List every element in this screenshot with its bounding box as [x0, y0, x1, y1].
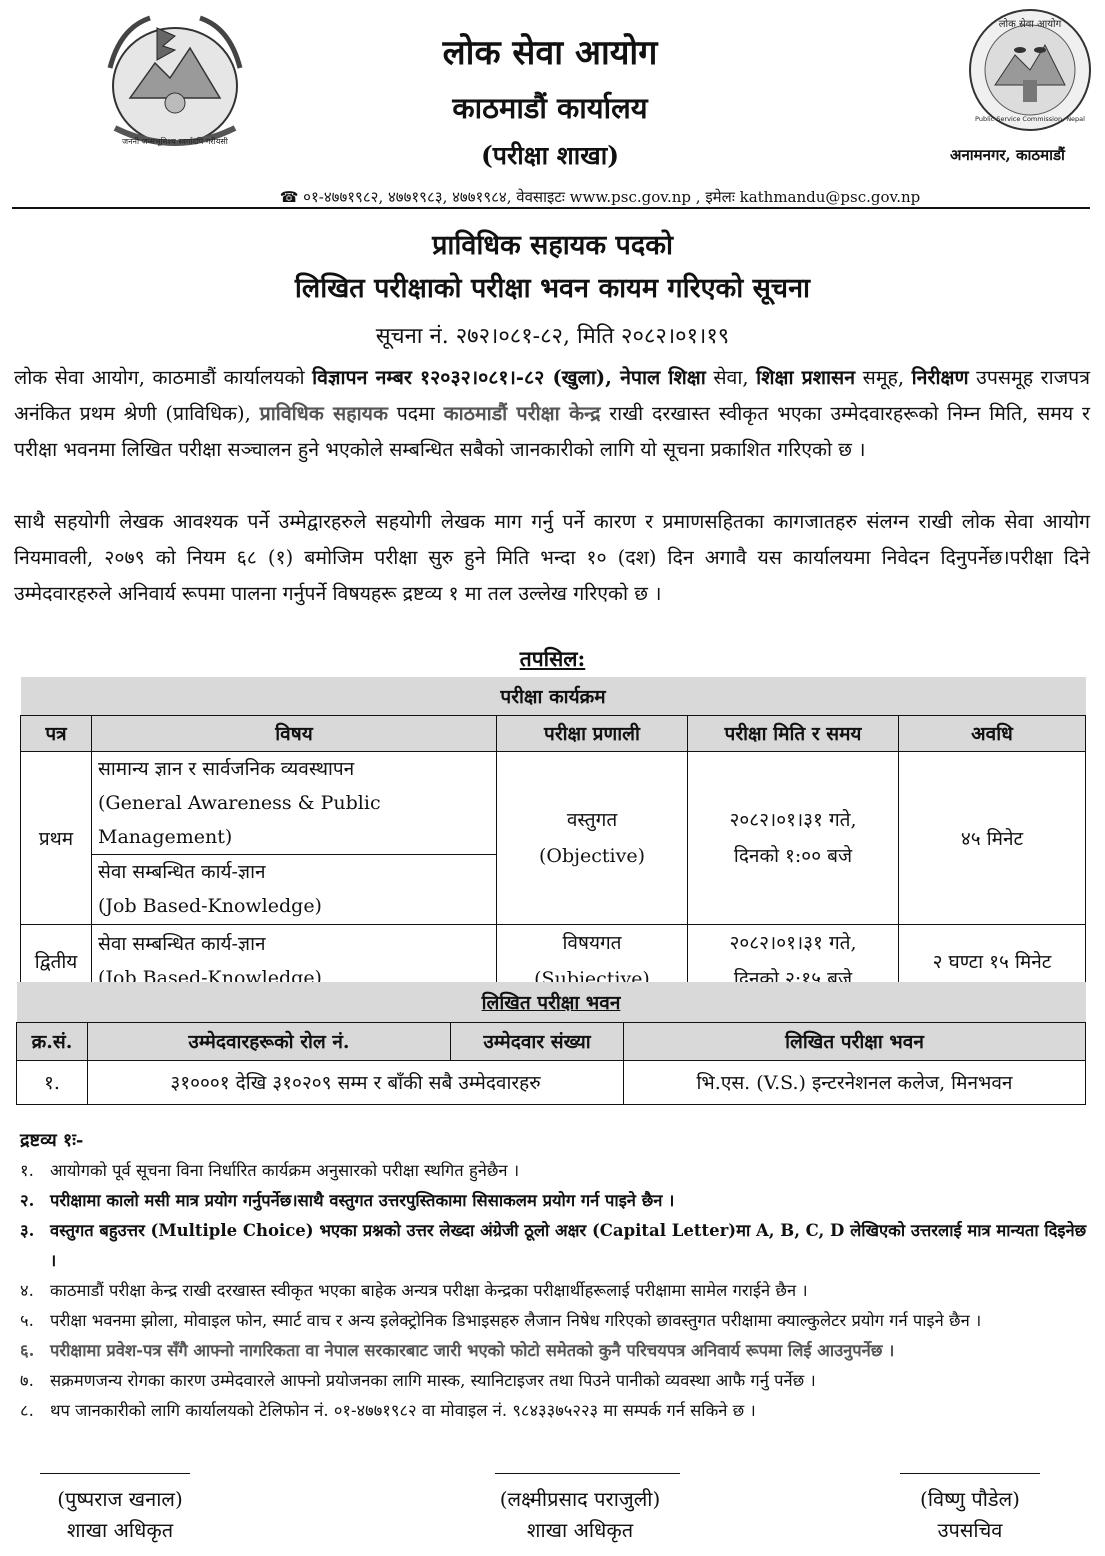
- note-item: ६. परीक्षामा प्रवेश-पत्र सँगै आफ्नो नागरिकता वा नेपाल सरकारबाट जारी भएको फोटो समेतको कुनै परिचयपत्र अनिवार्य रूपमा लिई आउनुपर्नेछ ।: [20, 1341, 895, 1360]
- venue-band: लिखित परीक्षा भवन: [481, 991, 621, 1014]
- notes-heading: द्रष्टव्य १ः-: [20, 1130, 84, 1151]
- notice-ref: सूचना नं. २७२।०८१-८२, मिति २०८२।०१।१९: [375, 324, 730, 349]
- contact-line: ☎ ०१-४७७१९८२, ४७७१९८३, ४७७१९८४, वेवसाइटः www.psc.gov.np , इमेलः kathmandu@psc.gov.np: [279, 188, 921, 206]
- office-title: काठमाडौं कार्यालय: [452, 91, 648, 125]
- signature-line: [40, 1473, 190, 1474]
- table-row: [17, 1060, 1086, 1104]
- col-paper: पत्र: [21, 715, 92, 751]
- notes-section: [20, 1126, 1092, 1426]
- subject-cell: सेवा सम्बन्धित कार्य-ज्ञान (Job Based-Knowledge): [92, 854, 497, 924]
- hall-cell: भि.एस. (V.S.) इन्टरनेशनल कलेज, मिनभवन: [624, 1060, 1086, 1104]
- sn-cell: १.: [17, 1060, 88, 1104]
- note-item: २. परीक्षामा कालो मसी मात्र प्रयोग गर्नुपर्नेछ।साथै वस्तुगत उत्तरपुस्तिकामा सिसाकलम प्रयोग गर्न पाइने छैन ।: [20, 1191, 675, 1210]
- datetime-cell: २०८२।०१।३१ गते, दिनको २:१५ बजे: [688, 924, 899, 997]
- notice-title-line2: लिखित परीक्षाको परीक्षा भवन कायम गरिएको सूचना: [294, 273, 811, 304]
- seal-english: Public Service Commission, Nepal: [975, 115, 1085, 123]
- col-roll: उम्मेदवारहरूको रोल नं.: [88, 1022, 451, 1060]
- office-location: अनामनगर, काठमाडौं: [950, 146, 1065, 164]
- signature-line: [900, 1473, 1040, 1474]
- signatory-2: (लक्ष्मीप्रसाद पराजुली) शाखा अधिकृत: [499, 1487, 661, 1542]
- duration-cell: ४५ मिनेट: [899, 751, 1086, 924]
- system-cell: विषयगत (Subjective): [497, 924, 688, 997]
- schedule-heading: तपसिल:: [519, 646, 586, 671]
- org-title: लोक सेवा आयोग: [442, 33, 658, 73]
- note-item: ७. सक्रमणजन्य रोगका कारण उम्मेदवारले आफ्नो प्रयोजनका लागि मास्क, स्यानिटाइजर तथा पिउने पानीको व्यवस्था आफै गर्नु पर्नेछ ।: [20, 1371, 816, 1390]
- col-sn: क्र.सं.: [17, 1022, 88, 1060]
- note-item: ४. काठमाडौं परीक्षा केन्द्र राखी दरखास्त स्वीकृत भएका बाहेक अन्यत्र परीक्षा केन्द्रका परीक्षार्थीहरूलाई परीक्षामा सामेल गराईने छैन ।: [20, 1281, 808, 1300]
- duration-cell: २ घण्टा १५ मिनेट: [899, 924, 1086, 997]
- note-item: ८. थप जानकारीको लागि कार्यालयको टेलिफोन नं. ०१-४७७१९८२ वा मोवाइल नं. ९८४३३७५२२३ मा सम्पर्क गर्न सकिने छ ।: [20, 1401, 756, 1420]
- exam-schedule-table: [20, 677, 1086, 998]
- col-datetime: परीक्षा मिति र समय: [688, 715, 899, 751]
- col-system: परीक्षा प्रणाली: [497, 715, 688, 751]
- note-item: ३. वस्तुगत बहुउत्तर (Multiple Choice) भएका प्रश्नको उत्तर लेख्दा अंग्रेजी ठूलो अक्षर (Capital Letter)मा A, B, C, D लेखिएको उत्तरलाई मात्र मान्यता दिइनेछ ।: [20, 1221, 1087, 1270]
- note-item: १. आयोगको पूर्व सूचना विना निर्धारित कार्यक्रम अनुसारको परीक्षा स्थगित हुनेछैन ।: [20, 1161, 520, 1180]
- system-cell: वस्तुगत (Objective): [497, 751, 688, 924]
- col-count: उम्मेदवार संख्या: [451, 1022, 624, 1060]
- subject-cell: सेवा सम्बन्धित कार्य-ज्ञान (Job Based-Knowledge): [92, 924, 497, 997]
- signature-line: [495, 1473, 680, 1474]
- notice-title-line1: प्राविधिक सहायक पदको: [432, 230, 673, 261]
- emblem-caption: जननी जन्मभूमिश्च स्वर्गादपि गरीयसी: [122, 137, 228, 146]
- signatory-3: (विष्णु पौडेल) उपसचिव: [920, 1487, 1020, 1542]
- table-row: [21, 751, 1086, 854]
- intro-paragraph: लोक सेवा आयोग, काठमाडौं कार्यालयको विज्ञापन नम्बर १२०३२।०८१।-८२ (खुला), नेपाल शिक्षा सेवा, शिक्षा प्रशासन समूह, निरीक्षण उपसमूह राजपत्र अनंकित प्रथम श्रेणी (प्राविधिक), प्राविधिक सहायक पदमा काठमाडौं परीक्षा केन्द्र राखी दरखास्त स्वीकृत भएका उम्मेदवारहरूको निम्न मिति, समय र परीक्षा भवनमा लिखित परीक्षा सञ्चालन हुने भएकोले सम्बन्धित सबैको जानकारीको लागि यो सूचना प्रकाशित गरिएको छ ।: [14, 366, 1091, 461]
- datetime-cell: २०८२।०१।३१ गते, दिनको १:०० बजे: [688, 751, 899, 924]
- roll-cell: ३१०००१ देखि ३१०२०९ सम्म र बाँकी सबै उम्मेदवारहरु: [88, 1060, 624, 1104]
- col-hall: लिखित परीक्षा भवन: [624, 1022, 1086, 1060]
- col-subject: विषय: [92, 715, 497, 751]
- psc-seal: [965, 5, 1095, 135]
- nepal-emblem: [95, 8, 255, 153]
- schedule-band: परीक्षा कार्यक्रम: [21, 677, 1086, 715]
- exam-venue-table: [16, 982, 1086, 1105]
- signatory-1: (पुष्पराज खनाल) शाखा अधिकृत: [57, 1487, 183, 1542]
- branch-title: (परीक्षा शाखा): [480, 141, 620, 170]
- col-duration: अवधि: [899, 715, 1086, 751]
- scribe-paragraph: साथै सहयोगी लेखक आवश्यक पर्ने उम्मेद्वारहरुले सहयोगी लेखक माग गर्नु पर्ने कारण र प्रमाणसहितका कागजातहरु संलग्न राखी लोक सेवा आयोग नियमावली, २०७९ को नियम ६८ (१) बमोजिम परीक्षा सुरु हुने मिति भन्दा १० (दश) दिन अगावै यस कार्यालयमा निवेदन दिनुपर्नेछ।परीक्षा दिने उम्मेदवारहरुले अनिवार्य रूपमा पालना गर्नुपर्ने विषयहरू द्रष्टव्य १ मा तल उल्लेख गरिएको छ ।: [14, 510, 1090, 605]
- seal-text: लोक सेवा आयोग: [998, 19, 1062, 30]
- note-item: ५. परीक्षा भवनमा झोला, मोवाइल फोन, स्मार्ट वाच र अन्य इलेक्ट्रोनिक डिभाइसहरु लैजान निषेध गरिएको छावस्तुगत परीक्षामा क्याल्कुलेटर प्रयोग गर्न पाइने छैन ।: [20, 1311, 982, 1330]
- paper-cell: द्वितीय: [21, 924, 92, 997]
- paper-cell: प्रथम: [21, 751, 92, 924]
- subject-cell: सामान्य ज्ञान र सार्वजनिक व्यवस्थापन (General Awareness & Public Management): [92, 751, 497, 854]
- header-divider: [12, 207, 1090, 209]
